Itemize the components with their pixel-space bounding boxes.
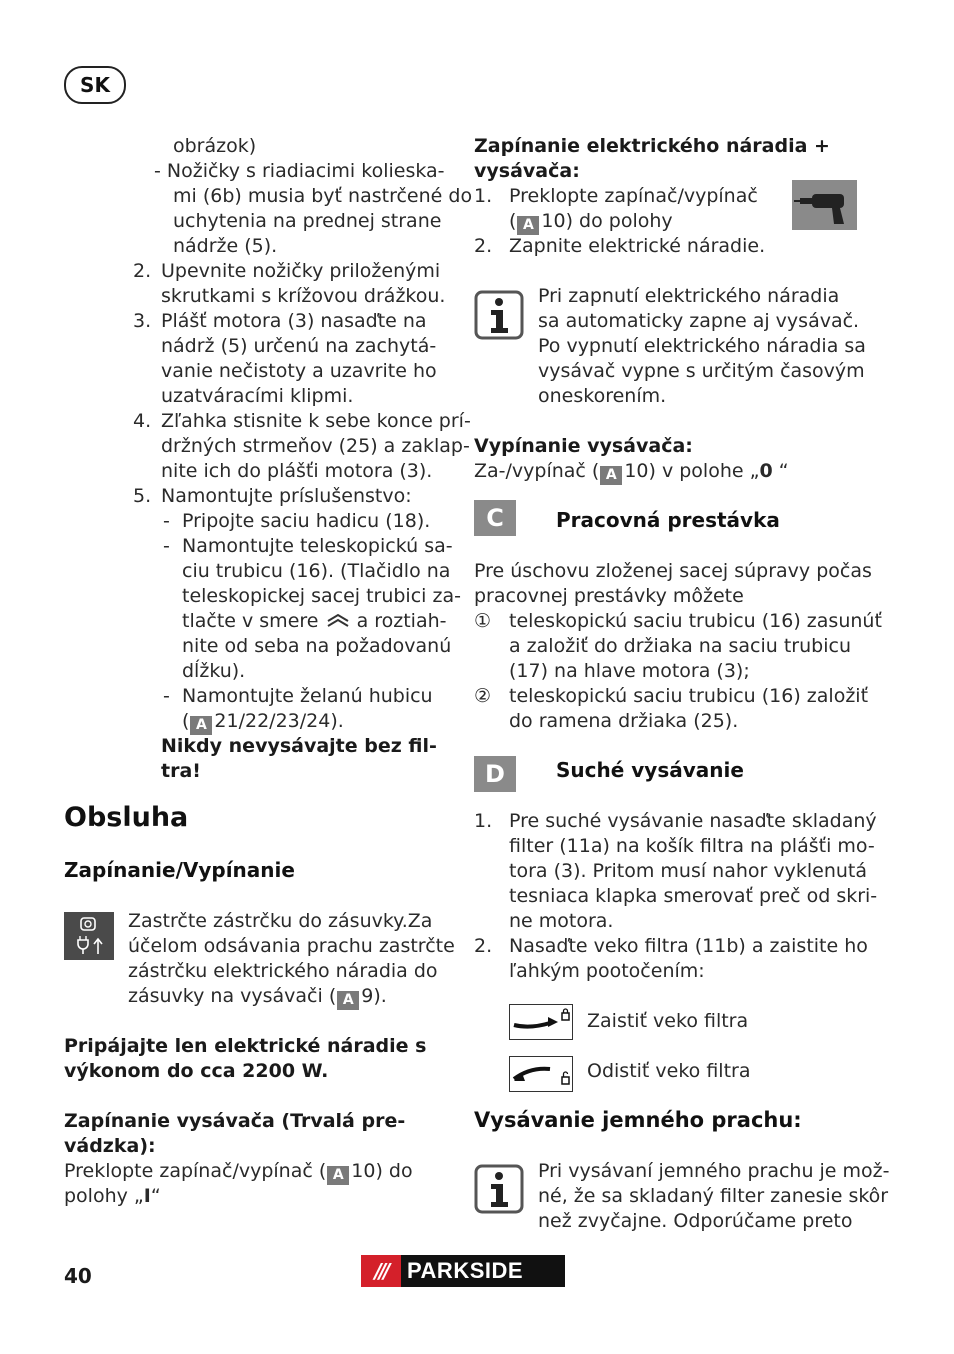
text-line: Pri vysávaní jemného prachu je mož- bbox=[538, 1160, 890, 1182]
text-fragment: polohy „ bbox=[64, 1185, 144, 1207]
figure-a-badge: A bbox=[190, 716, 212, 735]
dash-bullet: - bbox=[163, 535, 170, 557]
text-line bbox=[128, 984, 387, 1010]
power-drill-icon bbox=[792, 180, 857, 230]
text-line: oneskorením. bbox=[538, 385, 667, 407]
section-title: Pracovná prestávka bbox=[556, 508, 780, 532]
text-fragment: “ bbox=[150, 1185, 161, 1207]
text-line: a založiť do držiaka na saciu trubicu bbox=[509, 635, 851, 657]
sub-heading: Vysávanie jemného prachu: bbox=[474, 1108, 802, 1132]
position-symbol: I bbox=[143, 1185, 151, 1207]
text-line: Namontujte príslušenstvo: bbox=[161, 485, 412, 507]
text-line: pracovnej prestávky môžete bbox=[474, 585, 744, 607]
brand-stripes: /// bbox=[361, 1255, 401, 1287]
text-line: uchytenia na prednej strane bbox=[173, 210, 442, 232]
text-fragment: 9). bbox=[361, 985, 387, 1007]
sub-heading: Zapínanie/Vypínanie bbox=[64, 858, 295, 882]
text-line: Pripojte saciu hadicu (18). bbox=[182, 510, 431, 532]
power-socket-icon bbox=[64, 912, 114, 960]
list-number: 2. bbox=[474, 935, 493, 957]
text-line: Namontujte teleskopickú sa- bbox=[182, 535, 453, 557]
text-line: teleskopickú saciu trubicu (16) zasunúť bbox=[509, 610, 882, 632]
text-line: nádrže (5). bbox=[173, 235, 278, 257]
text-line: Zapnite elektrické náradie. bbox=[509, 235, 766, 257]
circled-number: ① bbox=[474, 610, 492, 632]
text-line: Po vypnutí elektrického náradia sa bbox=[538, 335, 866, 357]
text-line: vanie nečistoty a uzavrite ho bbox=[161, 360, 437, 382]
text-line: uzatváracími klipmi. bbox=[161, 385, 354, 407]
section-title: Suché vysávanie bbox=[556, 758, 744, 782]
text-fragment: Za-/vypínač ( bbox=[474, 460, 600, 482]
dash-bullet: - bbox=[163, 685, 170, 707]
language-badge: SK bbox=[64, 66, 126, 104]
text-line: nádrž (5) určenú na zachytá- bbox=[161, 335, 437, 357]
warning-text: Nikdy nevysávajte bez fil- bbox=[161, 735, 437, 757]
text-fragment: ( bbox=[182, 710, 190, 732]
text-line: tesniaca klapka smerovať preč od skri- bbox=[509, 885, 878, 907]
list-number: 3. bbox=[133, 310, 152, 332]
dash-bullet: - bbox=[163, 510, 170, 532]
text-line: Preklopte zapínač/vypínač bbox=[509, 185, 758, 207]
figure-a-badge: A bbox=[600, 466, 622, 485]
text-line: Plášť motora (3) nasaďte na bbox=[161, 310, 427, 332]
text-line: skrutkami s krížovou drážkou. bbox=[161, 285, 446, 307]
text-fragment: 10) do polohy bbox=[541, 210, 673, 232]
text-line: ciu trubicu (16). (Tlačidlo na bbox=[182, 560, 451, 582]
position-symbol: 0 bbox=[759, 460, 773, 482]
list-number: 4. bbox=[133, 410, 152, 432]
circled-number: ② bbox=[474, 685, 492, 707]
brand-logo bbox=[361, 1255, 565, 1287]
text-line: Namontujte želanú hubicu bbox=[182, 685, 433, 707]
text-line: (17) na hlave motora (3); bbox=[509, 660, 750, 682]
unlock-filter-icon bbox=[509, 1056, 573, 1092]
section-c-label: C bbox=[474, 500, 516, 536]
text-line bbox=[474, 459, 789, 485]
text-fragment: a roztiah- bbox=[356, 610, 447, 632]
text-line: - Nožičky s riadiacimi kolieska- bbox=[154, 160, 445, 182]
sub-heading: Zapínanie vysávača (Trvalá pre- bbox=[64, 1110, 406, 1132]
text-fragment: tlačte v smere bbox=[182, 610, 319, 632]
text-line: obrázok) bbox=[173, 135, 257, 157]
text-line: teleskopickej sacej trubici za- bbox=[182, 585, 461, 607]
lock-label: Zaistiť veko filtra bbox=[587, 1010, 749, 1032]
bold-note: výkonom do cca 2200 W. bbox=[64, 1060, 329, 1082]
text-line: Zastrčte zástrčku do zásuvky.Za bbox=[128, 910, 433, 932]
text-line: mi (6b) musia byť nastrčené do bbox=[173, 185, 473, 207]
text-line: filter (11a) na košík filtra na plášťi mo- bbox=[509, 835, 875, 857]
text-line: Upevnite nožičky priloženými bbox=[161, 260, 441, 282]
text-line: ne motora. bbox=[509, 910, 614, 932]
text-fragment: zásuvky na vysávači ( bbox=[128, 985, 337, 1007]
text-line bbox=[64, 1159, 413, 1185]
text-fragment: 21/22/23/24). bbox=[214, 710, 344, 732]
text-line bbox=[64, 1184, 161, 1209]
text-line: nite od seba na požadovanú bbox=[182, 635, 452, 657]
text-line: ľahkým pootočením: bbox=[509, 960, 705, 982]
info-icon bbox=[474, 290, 524, 340]
section-heading: Obsluha bbox=[64, 802, 189, 833]
text-fragment: Preklopte zapínač/vypínač ( bbox=[64, 1160, 327, 1182]
text-fragment: 10) do bbox=[351, 1160, 413, 1182]
text-line: né, že sa skladaný filter zanesie skôr bbox=[538, 1185, 889, 1207]
text-fragment: 10) v polohe „ bbox=[624, 460, 760, 482]
brand-name: PARKSIDE bbox=[407, 1258, 524, 1283]
sub-heading: Vypínanie vysávača: bbox=[474, 435, 693, 457]
text-line: sa automaticky zapne aj vysávač. bbox=[538, 310, 860, 332]
double-chevron-icon bbox=[325, 611, 351, 629]
list-number: 5. bbox=[133, 485, 152, 507]
figure-a-badge: A bbox=[337, 991, 359, 1010]
list-number: 1. bbox=[474, 810, 493, 832]
text-line: tora (3). Pritom musí nahor vyklenutá bbox=[509, 860, 868, 882]
text-fragment: ( bbox=[509, 210, 517, 232]
text-line: držných strmeňov (25) a zaklap- bbox=[161, 435, 470, 457]
text-line: než zvyčajne. Odporúčame preto bbox=[538, 1210, 853, 1232]
text-line: dĺžku). bbox=[182, 660, 246, 682]
list-number: 1. bbox=[474, 185, 493, 207]
page-number: 40 bbox=[64, 1264, 92, 1288]
text-line bbox=[182, 609, 447, 634]
text-line: Pre úschovu zloženej sacej súpravy počas bbox=[474, 560, 872, 582]
warning-text: tra! bbox=[161, 760, 201, 782]
info-icon bbox=[474, 1164, 524, 1214]
list-number: 2. bbox=[474, 235, 493, 257]
figure-a-badge: A bbox=[517, 216, 539, 235]
text-line bbox=[509, 209, 673, 235]
text-line: účelom odsávania prachu zastrčte bbox=[128, 935, 455, 957]
text-line: Pri zapnutí elektrického náradia bbox=[538, 285, 840, 307]
unlock-label: Odistiť veko filtra bbox=[587, 1060, 751, 1082]
list-number: 2. bbox=[133, 260, 152, 282]
text-line bbox=[182, 709, 344, 735]
bold-note: Pripájajte len elektrické náradie s bbox=[64, 1035, 427, 1057]
text-line: Zľahka stisnite k sebe konce prí- bbox=[161, 410, 471, 432]
text-line: Pre suché vysávanie nasaďte skladaný bbox=[509, 810, 877, 832]
text-line: vysávač vypne s určitým časovým bbox=[538, 360, 865, 382]
sub-heading: vádzka): bbox=[64, 1135, 156, 1157]
text-line: Nasaďte veko filtra (11b) a zaistite ho bbox=[509, 935, 868, 957]
text-line: do ramena držiaka (25). bbox=[509, 710, 739, 732]
text-line: zástrčku elektrického náradia do bbox=[128, 960, 438, 982]
lock-filter-icon bbox=[509, 1004, 573, 1040]
section-d-label: D bbox=[474, 756, 516, 792]
figure-a-badge: A bbox=[327, 1166, 349, 1185]
sub-heading: vysávača: bbox=[474, 160, 580, 182]
sub-heading: Zapínanie elektrického náradia + bbox=[474, 135, 830, 157]
text-fragment: “ bbox=[772, 460, 789, 482]
text-line: nite ich do plášťi motora (3). bbox=[161, 460, 433, 482]
text-line: teleskopickú saciu trubicu (16) založiť bbox=[509, 685, 869, 707]
